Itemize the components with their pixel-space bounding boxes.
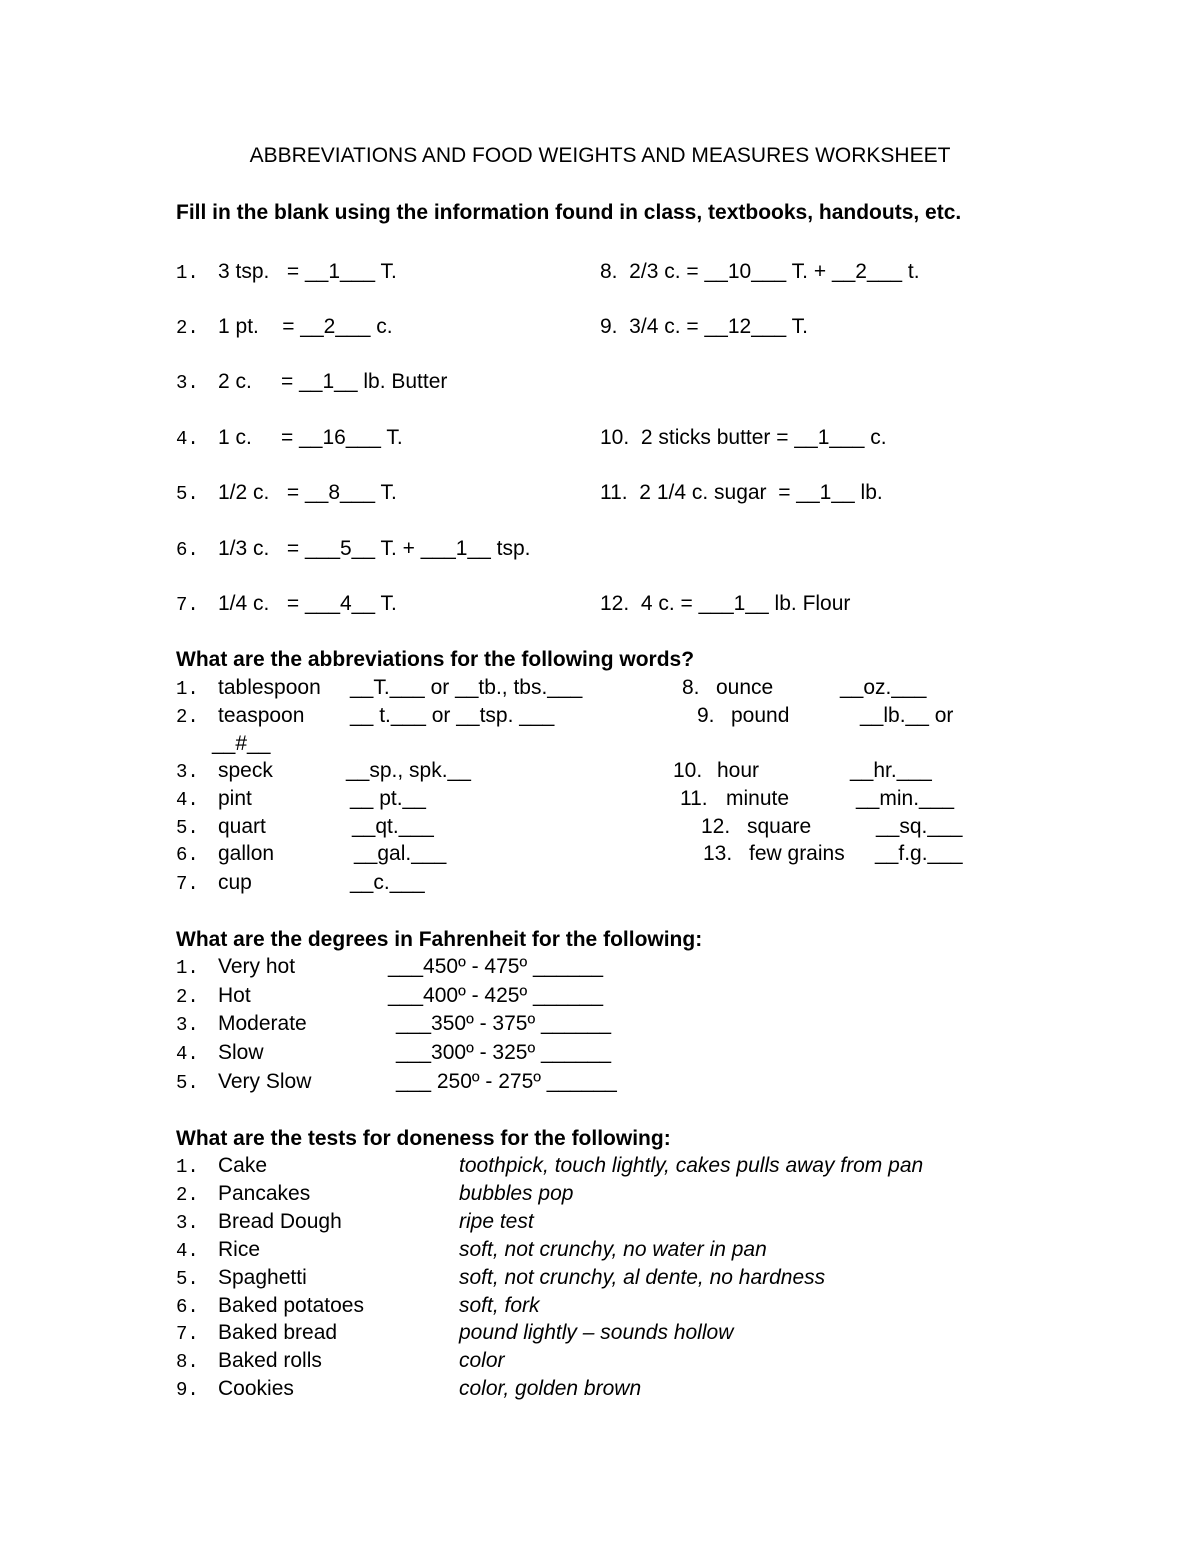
conversion-item-right: 9. 3/4 c. = __12___ T. [600, 315, 809, 338]
doneness-label: Cake [218, 1154, 268, 1177]
doneness-item [176, 1264, 826, 1293]
doneness-item [176, 1208, 534, 1237]
item-number: 7. [176, 873, 199, 895]
doneness-label: Pancakes [218, 1182, 311, 1205]
fahrenheit-item [176, 982, 604, 1011]
item-number: 2. [176, 317, 199, 339]
doneness-item [176, 1319, 734, 1348]
fahrenheit-answer: ___300º - 325º ______ [396, 1041, 612, 1064]
doneness-answer: soft, not crunchy, al dente, no hardness [459, 1266, 826, 1289]
abbreviation-word: minute [726, 787, 790, 810]
conversion-item-right: 8. 2/3 c. = __10___ T. + __2___ t. [600, 260, 920, 283]
fahrenheit-label: Very hot [218, 955, 296, 978]
fahrenheit-answer: ___400º - 425º ______ [388, 984, 604, 1007]
doneness-answer: ripe test [459, 1210, 534, 1233]
doneness-heading: What are the tests for doneness for the following: [176, 1127, 671, 1150]
conversion-item [176, 368, 447, 397]
abbreviation-word: pound [731, 704, 790, 727]
abbreviation-item [176, 840, 447, 869]
conversion-text: 2 c. = __1__ lb. Butter [218, 370, 448, 393]
abbreviation-answer: __gal.___ [354, 842, 447, 865]
item-number: 7. [176, 594, 199, 616]
page-title: ABBREVIATIONS AND FOOD WEIGHTS AND MEASURES WORKSHEET [249, 144, 951, 167]
item-number: 5. [176, 817, 199, 839]
abbreviation-item-right [682, 674, 927, 702]
doneness-label: Baked potatoes [218, 1294, 364, 1317]
fahrenheit-label: Slow [218, 1041, 264, 1064]
conversion-text: 1/4 c. = ___4__ T. [218, 592, 397, 615]
item-number: 11. [680, 787, 708, 810]
abbreviation-answer: __T.___ or __tb., tbs.___ [350, 676, 583, 699]
doneness-label: Bread Dough [218, 1210, 342, 1233]
item-number: 5. [176, 1268, 199, 1290]
item-number: 4. [176, 1043, 199, 1065]
abbreviation-item-right [703, 840, 963, 868]
conversion-item [176, 313, 393, 342]
abbreviation-item-right [680, 785, 955, 813]
doneness-label: Rice [218, 1238, 261, 1261]
item-number: 5. [176, 483, 199, 505]
doneness-item [176, 1236, 767, 1265]
abbreviation-answer: __ t.___ or __tsp. ___ [350, 704, 555, 727]
doneness-item [176, 1375, 642, 1404]
doneness-item [176, 1292, 540, 1321]
conversion-item-right: 12. 4 c. = ___1__ lb. Flour [600, 592, 851, 615]
abbreviation-word: tablespoon [218, 676, 321, 699]
abbreviation-answer: __f.g.___ [875, 842, 963, 865]
abbreviation-word: few grains [749, 842, 845, 865]
item-number: 13. [703, 842, 733, 865]
abbreviation-word: hour [717, 759, 760, 782]
abbreviation-item [176, 702, 555, 731]
abbreviation-word: teaspoon [218, 704, 305, 727]
abbreviation-answer: __ pt.__ [350, 787, 426, 810]
fahrenheit-answer: ___450º - 475º ______ [388, 955, 604, 978]
abbreviation-word: cup [218, 871, 252, 894]
abbreviation-answer: __qt.___ [352, 815, 434, 838]
abbreviation-answer: __c.___ [350, 871, 425, 894]
doneness-answer: toothpick, touch lightly, cakes pulls away from pan [459, 1154, 924, 1177]
abbreviation-word: pint [218, 787, 252, 810]
doneness-label: Spaghetti [218, 1266, 307, 1289]
item-number: 4. [176, 428, 199, 450]
abbreviation-item [176, 813, 434, 842]
doneness-answer: bubbles pop [459, 1182, 574, 1205]
fahrenheit-item [176, 953, 604, 982]
doneness-answer: soft, not crunchy, no water in pan [459, 1238, 767, 1261]
doneness-answer: color, golden brown [459, 1377, 642, 1400]
item-number: 12. [701, 815, 731, 838]
abbreviation-item-right [673, 757, 932, 785]
abbreviation-word: gallon [218, 842, 275, 865]
item-number: 1. [176, 957, 199, 979]
item-number: 4. [176, 789, 199, 811]
abbreviation-item-right [697, 702, 954, 730]
item-number: 10. [673, 759, 703, 782]
conversion-item-right: 11. 2 1/4 c. sugar = __1__ lb. [600, 481, 883, 504]
item-number: 2. [176, 1184, 199, 1206]
fahrenheit-label: Moderate [218, 1012, 307, 1035]
conversion-item [176, 590, 397, 619]
fahrenheit-answer: ___ 250º - 275º ______ [396, 1070, 617, 1093]
conversion-text: 1/2 c. = __8___ T. [218, 481, 397, 504]
abbreviation-answer: __sq.___ [876, 815, 963, 838]
abbreviation-item [176, 674, 583, 703]
item-number: 9. [176, 1379, 199, 1401]
item-number: 6. [176, 539, 199, 561]
abbreviation-word: quart [218, 815, 266, 838]
item-number: 8. [682, 676, 700, 699]
item-number: 2. [176, 706, 199, 728]
abbreviation-word: ounce [716, 676, 774, 699]
item-number: 2. [176, 986, 199, 1008]
fahrenheit-label: Very Slow [218, 1070, 312, 1093]
doneness-answer: pound lightly – sounds hollow [459, 1321, 734, 1344]
fahrenheit-item [176, 1068, 617, 1097]
item-number: 6. [176, 844, 199, 866]
doneness-label: Cookies [218, 1377, 294, 1400]
item-number: 6. [176, 1296, 199, 1318]
conversion-item [176, 479, 397, 508]
item-number: 9. [697, 704, 715, 727]
conversion-item [176, 424, 403, 453]
item-number: 3. [176, 1014, 199, 1036]
abbreviation-wrap: __#__ [212, 732, 271, 755]
abbreviation-item-right [701, 813, 963, 841]
doneness-item [176, 1152, 924, 1181]
abbreviation-answer: __lb.__ or [860, 704, 954, 727]
abbreviation-answer: __sp., spk.__ [346, 759, 471, 782]
fahrenheit-heading: What are the degrees in Fahrenheit for the following: [176, 928, 703, 951]
fahrenheit-answer: ___350º - 375º ______ [396, 1012, 612, 1035]
item-number: 3. [176, 761, 199, 783]
conversion-item-right: 10. 2 sticks butter = __1___ c. [600, 426, 887, 449]
item-number: 1. [176, 678, 199, 700]
doneness-answer: color [459, 1349, 505, 1372]
conversion-item [176, 258, 397, 287]
conversion-text: 1/3 c. = ___5__ T. + ___1__ tsp. [218, 537, 531, 560]
doneness-answer: soft, fork [459, 1294, 540, 1317]
fahrenheit-label: Hot [218, 984, 251, 1007]
conversion-text: 3 tsp. = __1___ T. [218, 260, 397, 283]
item-number: 3. [176, 1212, 199, 1234]
abbreviation-answer: __min.___ [856, 787, 955, 810]
item-number: 3. [176, 372, 199, 394]
conversion-text: 1 c. = __16___ T. [218, 426, 403, 449]
abbreviation-word: speck [218, 759, 273, 782]
fahrenheit-item [176, 1039, 612, 1068]
item-number: 5. [176, 1072, 199, 1094]
fahrenheit-item [176, 1010, 612, 1039]
abbreviations-heading: What are the abbreviations for the following words? [176, 648, 695, 671]
item-number: 4. [176, 1240, 199, 1262]
abbreviation-item [176, 869, 425, 898]
doneness-label: Baked bread [218, 1321, 338, 1344]
conversion-item [176, 535, 531, 564]
abbreviation-word: square [747, 815, 812, 838]
conversion-text: 1 pt. = __2___ c. [218, 315, 393, 338]
abbreviation-item [176, 757, 471, 786]
item-number: 8. [176, 1351, 199, 1373]
instructions: Fill in the blank using the information found in class, textbooks, handouts, etc. [176, 201, 962, 224]
item-number: 7. [176, 1323, 199, 1345]
abbreviation-answer: __oz.___ [840, 676, 927, 699]
item-number: 1. [176, 262, 199, 284]
item-number: 1. [176, 1156, 199, 1178]
abbreviation-answer: __hr.___ [850, 759, 932, 782]
doneness-item [176, 1347, 505, 1376]
abbreviation-item [176, 785, 426, 814]
doneness-label: Baked rolls [218, 1349, 322, 1372]
doneness-item [176, 1180, 574, 1209]
